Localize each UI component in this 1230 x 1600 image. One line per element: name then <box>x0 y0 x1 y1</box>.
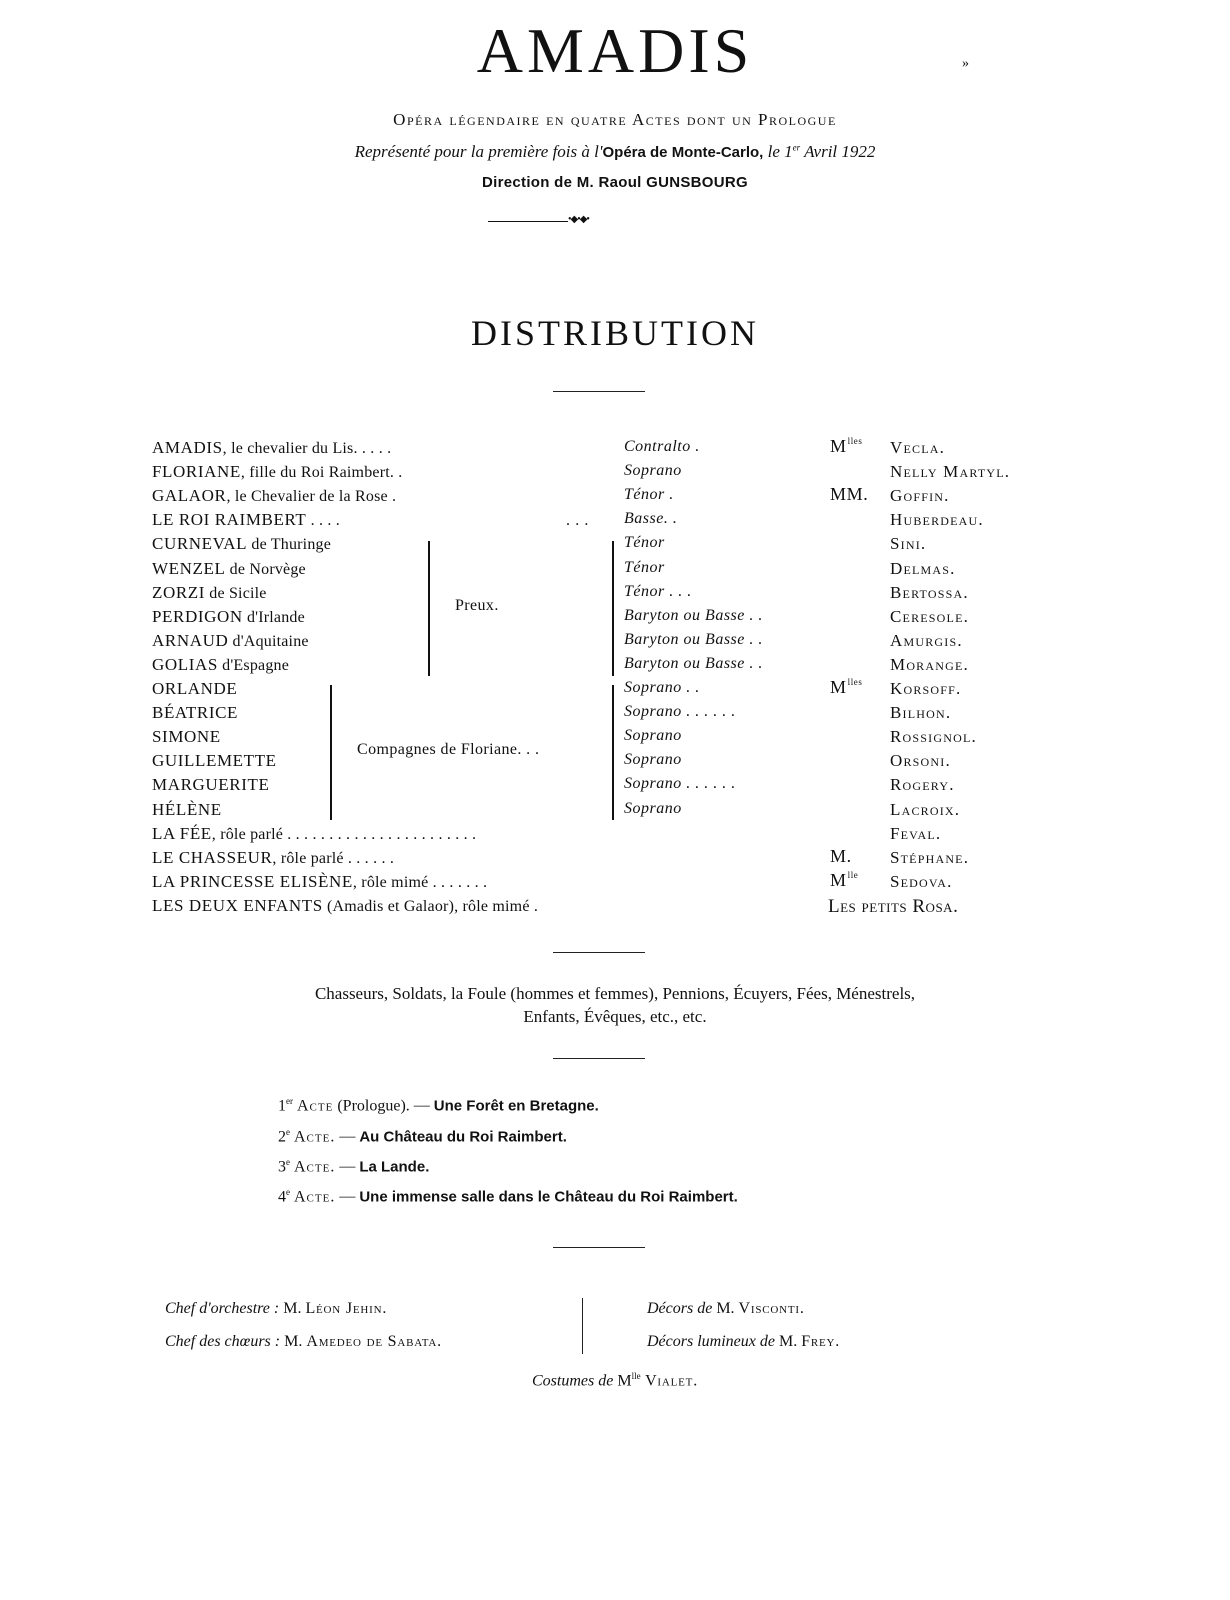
credit-name: Léon Jehin. <box>305 1300 388 1317</box>
role-name: SIMONE <box>152 727 221 746</box>
premiere-day-sup: er <box>792 142 801 153</box>
act-line <box>278 1157 429 1176</box>
act-dash: — <box>339 1188 356 1206</box>
role-name: BÉATRICE <box>152 703 239 722</box>
compagnes-right-brace <box>612 685 614 820</box>
act-place: Au Château du Roi Raimbert. <box>359 1128 567 1146</box>
honorific-text: M <box>830 436 847 456</box>
cast-role <box>152 510 340 530</box>
credit-name: Vialet. <box>640 1372 698 1390</box>
preux-left-brace <box>428 541 430 676</box>
credit-prefix: M. <box>279 1300 306 1317</box>
cast-role <box>152 462 402 482</box>
act-number-sup: er <box>286 1096 293 1106</box>
role-name: MARGUERITE <box>152 775 270 794</box>
singer-name: Bilhon. <box>890 703 952 722</box>
premiere-day: 1 <box>784 142 793 161</box>
singer-name: Delmas. <box>890 559 956 578</box>
role-desc: , le Chevalier de la Rose . <box>226 488 397 505</box>
act-label: Acte. <box>294 1188 336 1206</box>
honorific <box>830 870 858 891</box>
singer-name: Stéphane. <box>890 848 970 867</box>
honorific-text: M <box>830 870 847 890</box>
cast-role <box>152 751 277 771</box>
preux-right-brace <box>612 541 614 676</box>
singer-name: Vecla. <box>890 438 946 457</box>
singer-name: Rossignol. <box>890 727 977 746</box>
honorific-text: M <box>830 677 847 697</box>
credit-prefix: M. <box>280 1333 307 1350</box>
divider-rule <box>553 952 645 953</box>
credit-name: Visconti. <box>738 1300 805 1317</box>
cast-role <box>152 703 238 723</box>
singer-name: Rogery. <box>890 775 955 794</box>
voice-type: Ténor . . . <box>624 583 692 600</box>
ornament-divider <box>488 214 618 228</box>
singer-name: Sini. <box>890 534 927 553</box>
credit-role: Chef d'orchestre : <box>165 1300 280 1317</box>
role-desc: , rôle parlé . . . . . . <box>272 850 395 867</box>
cast-role <box>152 679 237 699</box>
cast-role <box>152 631 309 651</box>
role-name: ZORZI <box>152 583 206 602</box>
singer-name: Lacroix. <box>890 800 961 819</box>
credit-conductor <box>165 1300 387 1318</box>
role-name: GUILLEMETTE <box>152 751 277 770</box>
role-desc: de Thuringe <box>247 536 332 553</box>
singer-name: Korsoff. <box>890 679 962 698</box>
cast-role <box>152 800 222 820</box>
cast-role <box>152 534 331 554</box>
honorific-sup: lles <box>847 677 863 687</box>
cast-role <box>152 438 391 458</box>
cast-role <box>152 655 289 675</box>
voice-type: Ténor <box>624 534 665 551</box>
role-name: LA PRINCESSE ELISÈNE <box>152 872 353 891</box>
act-number-sup: e <box>286 1127 290 1137</box>
cast-role <box>152 583 267 603</box>
credits-separator <box>582 1298 583 1354</box>
opera-title: AMADIS <box>476 15 754 86</box>
act-number: 1 <box>278 1097 286 1115</box>
group-label-preux: Preux. <box>455 597 499 614</box>
singer-name: Nelly Martyl. <box>890 462 1011 481</box>
credit-name: Frey. <box>801 1333 841 1350</box>
singer-name: Huberdeau. <box>890 510 984 529</box>
cast-role <box>152 727 221 747</box>
singer-name: Amurgis. <box>890 631 963 650</box>
role-name: ORLANDE <box>152 679 238 698</box>
singer-name: Sedova. <box>890 872 953 891</box>
ornament-line <box>488 221 568 222</box>
role-name: LA FÉE <box>152 824 212 843</box>
role-name: LE ROI RAIMBERT <box>152 510 307 529</box>
act-number: 2 <box>278 1128 286 1146</box>
singer-name: Feval. <box>890 824 942 843</box>
honorific-sup: lle <box>847 870 859 880</box>
premiere-month-year: Avril 1922 <box>800 142 876 161</box>
voice-type: Contralto . <box>624 438 700 455</box>
voice-type: Soprano <box>624 462 682 479</box>
voice-type: Baryton ou Basse . . <box>624 655 763 672</box>
act-label: Acte. <box>294 1128 336 1146</box>
singer-name: Morange. <box>890 655 969 674</box>
premiere-line <box>0 142 1230 162</box>
role-desc: , fille du Roi Raimbert. . <box>240 464 403 481</box>
cast-role <box>152 896 538 916</box>
divider-rule <box>553 1058 645 1059</box>
role-desc: de Norvège <box>225 561 306 578</box>
premiere-prefix: Représenté pour la première fois à l' <box>354 142 603 161</box>
cast-role <box>152 848 394 868</box>
act-place: Une immense salle dans le Château du Roi Raimbert. <box>359 1188 738 1206</box>
singer-name: Goffin. <box>890 486 950 505</box>
role-name: ARNAUD <box>152 631 229 650</box>
act-number: 3 <box>278 1158 286 1176</box>
voice-type: Soprano . . <box>624 679 700 696</box>
credit-name: Amedeo de Sabata. <box>306 1333 442 1350</box>
credit-honorific-sup: lle <box>631 1371 641 1381</box>
chorus-line-2: Enfants, Évêques, etc., etc. <box>523 1007 707 1026</box>
ornament-glyph: •◆•◆• <box>568 214 589 225</box>
divider-rule <box>553 1247 645 1248</box>
role-name: LE CHASSEUR <box>152 848 273 867</box>
role-desc: . . . . <box>306 512 340 529</box>
cast-role <box>152 607 305 627</box>
distribution-heading: DISTRIBUTION <box>471 313 759 353</box>
voice-type: Soprano . . . . . . <box>624 703 736 720</box>
act-place: Une Forêt en Bretagne. <box>433 1097 599 1115</box>
honorific <box>830 436 863 457</box>
credit-role: Décors lumineux de <box>647 1333 775 1350</box>
singer-name: Bertossa. <box>890 583 969 602</box>
act-number: 4 <box>278 1188 286 1206</box>
direction-line: Direction de M. Raoul GUNSBOURG <box>482 174 748 191</box>
premiere-venue: Opéra de Monte-Carlo, <box>602 144 764 161</box>
act-dash: — <box>339 1158 356 1176</box>
role-name: GOLIAS <box>152 655 218 674</box>
role-name: GALAOR <box>152 486 227 505</box>
voice-type: Baryton ou Basse . . <box>624 631 763 648</box>
act-label: Acte <box>297 1097 334 1115</box>
singer-name: Orsoni. <box>890 751 951 770</box>
credit-prefix: M. <box>774 1333 802 1350</box>
honorific <box>830 846 853 867</box>
role-desc: d'Espagne <box>217 657 290 674</box>
act-label: Acte. <box>294 1158 336 1176</box>
role-name: AMADIS <box>152 438 223 457</box>
role-name: HÉLÈNE <box>152 800 222 819</box>
act-number-sup: e <box>286 1157 290 1167</box>
honorific <box>830 677 863 698</box>
role-desc: , rôle parlé . . . . . . . . . . . . . . . . . . . . . . . <box>211 826 477 843</box>
raimbert-leader-dots: . . . <box>566 512 589 529</box>
act-line <box>278 1096 599 1115</box>
cast-role <box>152 824 476 844</box>
role-name: CURNEVAL <box>152 534 248 553</box>
credit-sets <box>647 1300 805 1318</box>
role-desc: d'Irlande <box>242 609 305 626</box>
honorific-sup: lles <box>847 436 863 446</box>
credit-role: Chef des chœurs : <box>165 1333 281 1350</box>
credit-honorific: M <box>613 1372 632 1390</box>
act-line <box>278 1187 738 1206</box>
group-label-compagnes: Compagnes de Floriane. . . <box>357 741 540 758</box>
role-name: FLORIANE <box>152 462 241 481</box>
role-desc: , le chevalier du Lis. . . . . <box>222 440 392 457</box>
voice-type: Soprano <box>624 751 682 768</box>
voice-type: Basse. . <box>624 510 678 527</box>
honorific <box>830 484 869 505</box>
honorific-text: MM. <box>830 484 869 504</box>
chorus-line-1: Chasseurs, Soldats, la Foule (hommes et femmes), Pennions, Écuyers, Fées, Ménestrels, <box>314 984 916 1003</box>
cast-role <box>152 486 396 506</box>
chorus-list <box>0 982 1230 1028</box>
voice-type: Ténor . <box>624 486 674 503</box>
voice-type: Soprano . . . . . . <box>624 775 736 792</box>
credit-role: Décors de <box>647 1300 713 1317</box>
credit-role: Costumes de <box>532 1372 614 1390</box>
credit-lighting <box>647 1333 840 1351</box>
role-desc: , rôle mimé . . . . . . . <box>352 874 488 891</box>
voice-type: Ténor <box>624 559 665 576</box>
voice-type: Soprano <box>624 800 682 817</box>
singer-name: Les petits Rosa. <box>828 896 959 917</box>
act-dash: — <box>413 1097 430 1115</box>
role-desc: (Amadis et Galaor), rôle mimé . <box>322 898 539 915</box>
credit-costumes <box>0 1371 1230 1390</box>
compagnes-left-brace <box>330 685 332 820</box>
role-desc: d'Aquitaine <box>228 633 309 650</box>
honorific-text: M. <box>830 846 852 866</box>
act-dash: — <box>339 1128 356 1146</box>
singer-name: Ceresole. <box>890 607 970 626</box>
voice-type: Soprano <box>624 727 682 744</box>
act-place: La Lande. <box>359 1158 430 1176</box>
voice-type: Baryton ou Basse . . <box>624 607 763 624</box>
act-extra: (Prologue). <box>333 1097 410 1115</box>
cast-role <box>152 872 487 892</box>
cast-role <box>152 559 306 579</box>
premiere-le: le <box>763 142 785 161</box>
credit-chorus-master <box>165 1333 442 1351</box>
credit-prefix: M. <box>712 1300 739 1317</box>
stray-mark: » <box>962 56 969 71</box>
opera-subtitle: Opéra légendaire en quatre Actes dont un Prologue <box>393 110 837 129</box>
divider-rule <box>553 391 645 392</box>
act-number-sup: e <box>286 1187 290 1197</box>
act-line <box>278 1127 567 1146</box>
role-name: LES DEUX ENFANTS <box>152 896 323 915</box>
cast-role <box>152 775 269 795</box>
role-name: WENZEL <box>152 559 226 578</box>
role-desc: de Sicile <box>205 585 267 602</box>
role-name: PERDIGON <box>152 607 243 626</box>
